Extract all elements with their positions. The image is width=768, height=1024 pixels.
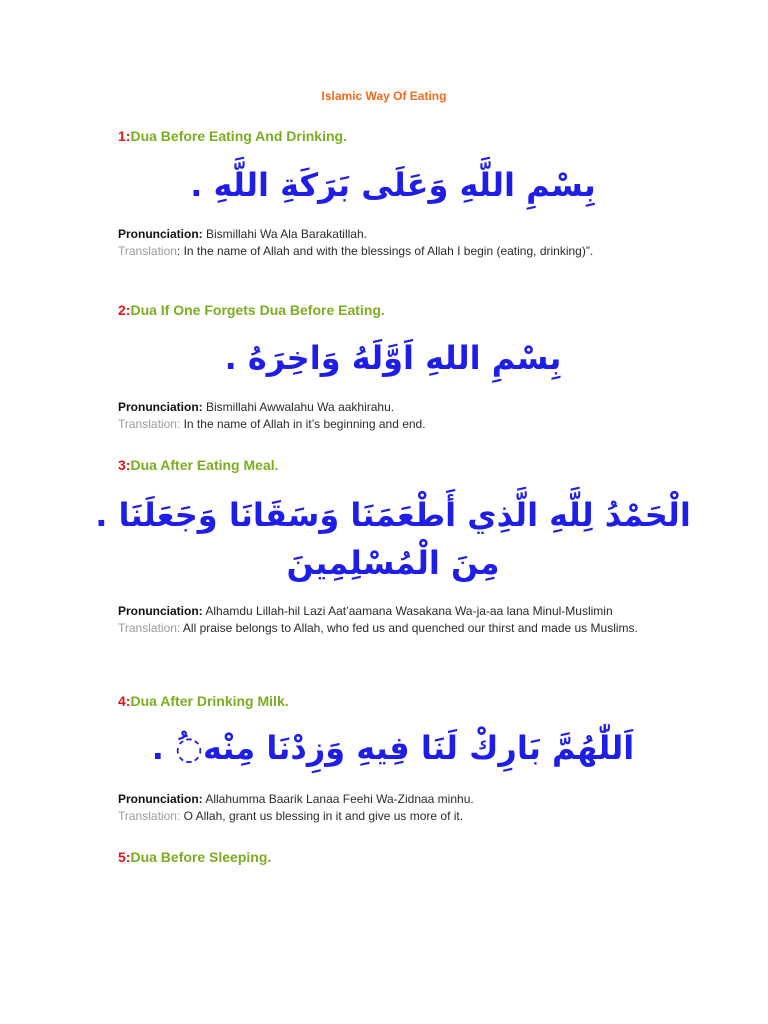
dua-heading-text: Dua After Eating Meal. <box>130 457 279 473</box>
dua-heading-1 <box>118 127 678 145</box>
dua-number: 4: <box>118 693 131 709</box>
translation-label: Translation <box>118 244 177 258</box>
translation-line <box>118 808 646 825</box>
dua-heading-text: Dua After Drinking Milk. <box>130 693 289 709</box>
document-title: Islamic Way Of Eating <box>321 89 447 103</box>
translation-text: O Allah, grant us blessing in it and give us more of it. <box>183 809 464 823</box>
arabic-line: بِسْمِ اللَّهِ وَعَلَى بَرَكَةِ اللَّهِ . <box>190 166 596 204</box>
arabic-text-4 <box>73 724 713 772</box>
dua-heading-3 <box>118 456 678 474</box>
pronunciation-label: Pronunciation: <box>118 400 203 414</box>
pronunciation-label: Pronunciation: <box>118 227 203 241</box>
dua-info-3 <box>118 603 646 637</box>
pronunciation-line <box>118 226 646 243</box>
pronunciation-text: Bismillahi Wa Ala Barakatillah. <box>206 227 367 241</box>
dua-info-1 <box>118 226 646 260</box>
dua-heading-text: Dua If One Forgets Dua Before Eating. <box>130 302 385 318</box>
arabic-line: اَللّٰهُمَّ بَارِكْ لَنَا فِيهِ وَزِدْنَا مِنْه◌ُ . <box>151 729 635 767</box>
pronunciation-line <box>118 399 646 416</box>
arabic-text-3 <box>73 491 713 587</box>
dua-heading-2 <box>118 301 678 319</box>
dua-heading-4 <box>118 692 678 710</box>
arabic-line: مِنَ الْمُسْلِمِينَ <box>286 544 500 582</box>
dua-info-4 <box>118 791 646 825</box>
arabic-line: الْحَمْدُ لِلَّهِ الَّذِي أَطْعَمَنَا وَسَقَانَا وَجَعَلَنَا . <box>95 496 691 534</box>
arabic-text-2 <box>73 334 713 382</box>
translation-line <box>118 243 646 260</box>
dua-heading-text: Dua Before Sleeping. <box>130 849 272 865</box>
pronunciation-text: Alhamdu Lillah-hil Lazi Aat’aamana Wasakana Wa-ja-aa lana Minul-Muslimin <box>205 604 613 618</box>
dua-number: 2: <box>118 302 131 318</box>
translation-line <box>118 416 646 433</box>
dua-number: 5: <box>118 849 131 865</box>
translation-label: Translation: <box>118 621 181 635</box>
dua-heading-5 <box>118 848 678 866</box>
dua-heading-text: Dua Before Eating And Drinking. <box>130 128 347 144</box>
dua-info-2 <box>118 399 646 433</box>
translation-label: Translation: <box>118 809 181 823</box>
translation-text: : In the name of Allah and with the blessings of Allah I begin (eating, drinking)”. <box>176 244 594 258</box>
translation-line <box>118 620 646 637</box>
pronunciation-label: Pronunciation: <box>118 604 203 618</box>
translation-text: In the name of Allah in it’s beginning and end. <box>183 417 426 431</box>
arabic-line: بِسْمِ اللهِ اَوَّلَهُ وَاخِرَهُ . <box>224 339 562 377</box>
translation-label: Translation: <box>118 417 181 431</box>
arabic-text-1 <box>73 161 713 209</box>
dua-number: 3: <box>118 457 131 473</box>
translation-text: All praise belongs to Allah, who fed us and quenched our thirst and made us Muslims. <box>182 621 638 635</box>
dua-number: 1: <box>118 128 131 144</box>
pronunciation-text: Bismillahi Awwalahu Wa aakhirahu. <box>206 400 395 414</box>
pronunciation-label: Pronunciation: <box>118 792 203 806</box>
pronunciation-line <box>118 603 646 620</box>
pronunciation-line <box>118 791 646 808</box>
pronunciation-text: Allahumma Baarik Lanaa Feehi Wa-Zidnaa minhu. <box>205 792 474 806</box>
